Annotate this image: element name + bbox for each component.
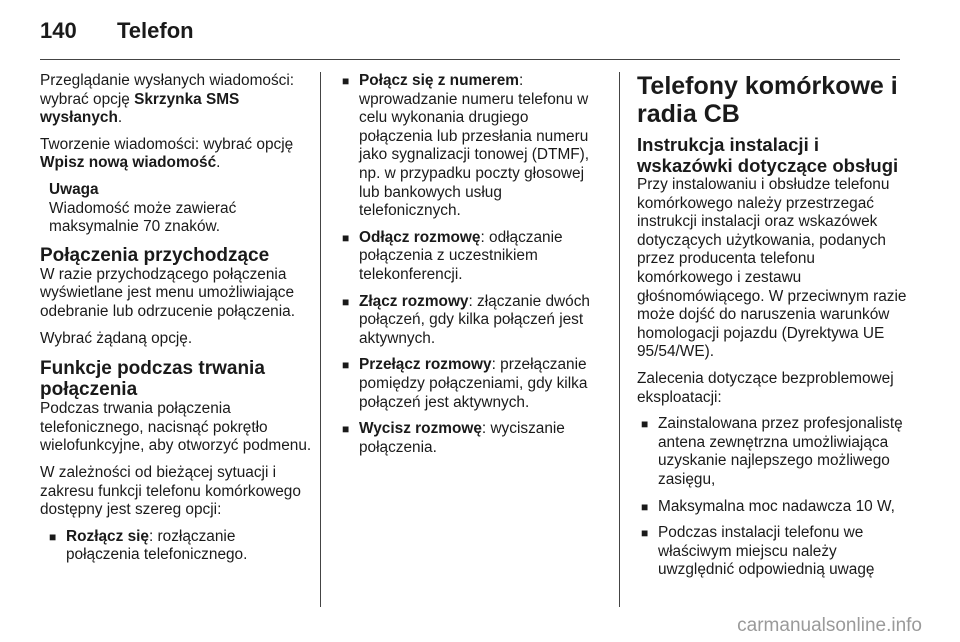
paragraph-choose-option: Wybrać żądaną opcję. (40, 329, 193, 347)
paragraph-new-message: Tworzenie wiadomości: wybrać opcję Wpisz nową wiadomość. (40, 135, 294, 172)
recommendations-list (637, 415, 907, 580)
chapter-title: Telefon (117, 18, 194, 43)
heading-mobile-phones: Telefony komórkowe i radia CB (637, 72, 898, 128)
note-title: Uwaga (49, 180, 99, 198)
options-list-middle (342, 72, 604, 457)
column-left (40, 72, 312, 573)
column-middle (342, 72, 604, 465)
options-list-left (40, 528, 312, 565)
list-item: ■ Połącz się z numerem: wprowadzanie numeru telefonu w celu wykonania drugiego połączenia lub przesłania numeru jako sygnalizacji tonowej (DTMF), np. w przypadku poczty głosowej lub bankowych usług telefonicznych. (342, 72, 604, 221)
paragraph-functions: Podczas trwania połączenia telefonicznego, nacisnąć pokrętło wielofunkcyjne, aby otworzyć podmenu. (40, 400, 312, 455)
list-item: ■ Odłącz rozmowę: odłączanie połączenia z uczestnikiem telekonferencji. (342, 229, 604, 285)
paragraph-installation: Przy instalowaniu i obsłudze telefonu komórkowego należy przestrzegać instrukcji instalacji oraz wskazówek dotyczących użytkowania, podanych przez producenta telefonu komórkowego i zestawu głośnomówiącego. W przeciwnym razie może dojść do naruszenia warunków homologacji pojazdu (Dyrektywa UE 95/54/WE). (637, 176, 907, 361)
paragraph-recommendations: Zalecenia dotyczące bezproblemowej eksploatacji: (637, 369, 894, 406)
list-item: ■ Przełącz rozmowy: przełączanie pomiędzy połączeniami, gdy kilka połączeń jest aktywnych. (342, 356, 604, 412)
option-label: Skrzynka SMS wysłanych (40, 90, 240, 127)
list-item: ■ Złącz rozmowy: złączanie dwóch połączeń, gdy kilka połączeń jest aktywnych. (342, 293, 604, 349)
watermark: carmanualsonline.info (737, 615, 922, 636)
page-number: 140 (40, 18, 77, 43)
paragraph-options-depend: W zależności od bieżącej sytuacji i zakresu funkcji telefonu komórkowego dostępny jest szereg opcji: (40, 463, 301, 519)
paragraph-incoming: W razie przychodzącego połączenia wyświetlane jest menu umożliwiające odebranie lub odrzucenie połączenia. (40, 265, 295, 320)
list-item: ■ Rozłącz się: rozłączanie połączenia telefonicznego. (49, 528, 312, 565)
note-text: Wiadomość może zawierać maksymalnie 70 znaków. (49, 199, 237, 236)
option-label: Wpisz nową wiadomość (40, 154, 217, 172)
header-rule (40, 59, 900, 60)
heading-call-functions: Funkcje podczas trwania połączenia (40, 358, 265, 401)
paragraph-sent-messages: Przeglądanie wysłanych wiadomości: wybrać opcję Skrzynka SMS wysłanych. (40, 72, 295, 127)
column-divider (619, 72, 620, 607)
list-item: ■ Podczas instalacji telefonu we właściwym miejscu należy uwzględnić odpowiednią uwagę (641, 524, 907, 580)
page-header (0, 0, 960, 60)
column-right (637, 72, 907, 588)
note-box (49, 181, 312, 237)
list-item: ■ Zainstalowana przez profesjonalistę antena zewnętrzna umożliwiająca uzyskanie najlepszego możliwego zasięgu, (641, 415, 907, 489)
heading-incoming-calls: Połączenia przychodzące (40, 244, 270, 266)
column-divider (320, 72, 321, 607)
list-item: ■ Maksymalna moc nadawcza 10 W, (641, 498, 907, 517)
list-item: ■ Wycisz rozmowę: wyciszanie połączenia. (342, 420, 604, 457)
heading-installation: Instrukcja instalacji i wskazówki dotyczące obsługi (637, 134, 899, 176)
